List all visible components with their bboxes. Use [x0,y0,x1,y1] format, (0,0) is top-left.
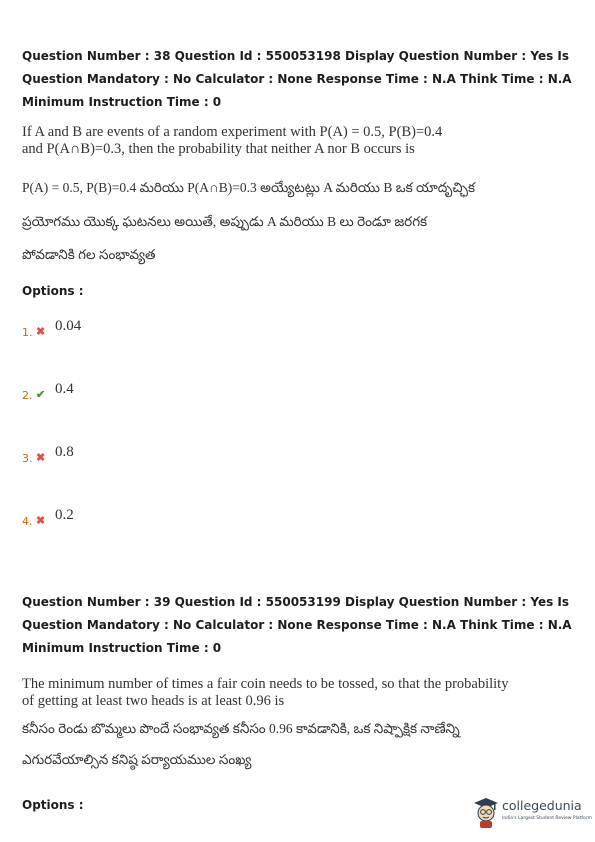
student-mascot-icon [472,795,500,829]
question-38-text-english: If A and B are events of a random experiment with P(A) = 0.5, P(B)=0.4 and P(A∩B)=0.3, then the probability that neither A nor B occurs is [22,124,443,157]
question-39-text-english-2: of getting at least two heads is at least 0.96 is [22,693,285,709]
question-38-text-telugu-3: పోవడానికి గల సంభావ్యత [22,247,156,262]
question-38-text-telugu-1: P(A) = 0.5, P(B)=0.4 మరియు P(A∩B)=0.3 అయ్యేటట్లు A మరియు B ఒక యాదృచ్ఛిక [22,180,476,195]
wrong-mark-icon: ✖ [36,452,46,464]
options-heading: Options : [22,284,84,298]
question-39-text-english-1: The minimum number of times a fair coin needs to be tossed, so that the probability [22,676,509,692]
option-number: 2. [22,389,33,402]
question-39-text-telugu-2: ఎగురవేయాల్సిన కనిష్ఠ పర్యాయముల సంఖ్య [22,752,252,767]
wrong-mark-icon: ✖ [36,326,46,338]
question-39-text-telugu-1: కనీసం రెండు బొమ్మలు పొందే సంభావ్యత కనీసం 0.96 కావడానికి, ఒక నిష్పాక్షిక నాణేన్ని [22,721,460,736]
option-number: 4. [22,515,33,528]
collegedunia-logo [472,795,590,831]
question-38-header: Question Number : 38 Question Id : 550053198 Display Question Number : Yes Is Question Mandatory : No Calculator : None Response Time : N.A Think Time : N.A Minimum Instruction Time : 0 [22,49,572,109]
wrong-mark-icon: ✖ [36,515,46,527]
option-number: 1. [22,326,33,339]
question-39-header: Question Number : 39 Question Id : 550053199 Display Question Number : Yes Is Question Mandatory : No Calculator : None Response Time : N.A Think Time : N.A Minimum Instruction Time : 0 [22,595,572,655]
correct-check-icon: ✔ [36,389,46,401]
option-value: 0.4 [55,381,74,397]
options-heading: Options : [22,798,84,812]
logo-tagline: India's Largest Student Review Platform [502,816,592,821]
option-value: 0.8 [55,444,74,460]
option-number: 3. [22,452,33,465]
option-value: 0.04 [55,318,82,334]
logo-name: collegedunia [502,798,582,813]
option-value: 0.2 [55,507,74,523]
question-38-text-telugu-2: ప్రయోగము యొక్క ఘటనలు అయితే, అప్పుడు A మరియు B లు రెండూ జరగక [22,214,428,229]
